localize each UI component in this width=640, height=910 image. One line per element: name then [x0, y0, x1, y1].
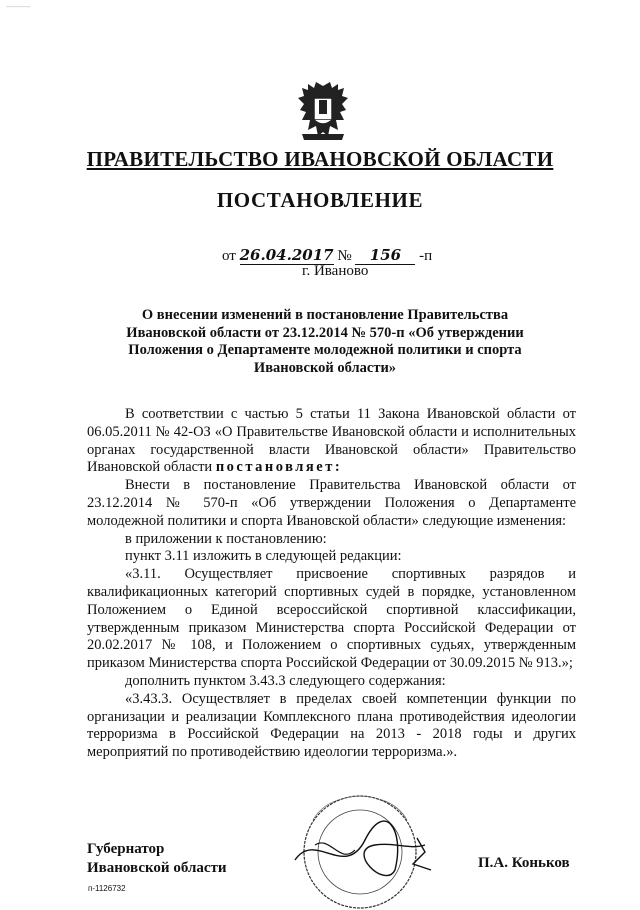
- handwritten-number: 156: [355, 246, 415, 265]
- body-paragraph: «3.43.3. Осуществляет в пределах своей компетенции функции по организации и реализации Комплексного плана противодействия идеологии терроризма в Российской Федерации на 2013 - 2018 годы и других мероприятий по противодействию идеологии терроризма.».: [87, 690, 576, 761]
- number-suffix: -п: [419, 248, 433, 264]
- body-paragraph: Внести в постановление Правительства Ивановской области от 23.12.2014 № 570-п «Об утверждении Положения о Департаменте молодежной политики и спорта Ивановской области» следующие изменения:: [87, 477, 576, 529]
- position-line-1: Губернатор: [87, 841, 165, 857]
- body-paragraph: в приложении к постановлению:: [125, 530, 327, 547]
- coat-of-arms-emblem: [292, 80, 354, 146]
- paragraph-text: В соответствии с частью 5 статьи 11 Закона Ивановской области от 06.05.2011 № 42-ОЗ «О Правительстве Ивановской области и исполнительных органах государственной власти Ивановской области» Правительство Ивановской области: [87, 406, 576, 476]
- city-line: г. Иваново: [302, 263, 369, 279]
- document-code: п-1126732: [88, 884, 126, 893]
- official-stamp-seal: [285, 790, 435, 910]
- body-paragraph: дополнить пунктом 3.43.3 следующего содержания:: [125, 672, 446, 689]
- handwritten-date: 26.04.2017: [239, 246, 334, 264]
- number-prefix: №: [337, 248, 352, 264]
- document-subject: О внесении изменений в постановление Правительства Ивановской области от 23.12.2014 № 570-п «Об утверждении Положения о Департаменте молодежной политики и спорта Ивановской области»: [126, 307, 524, 376]
- body-paragraph: [87, 406, 576, 477]
- body-paragraph: «3.11. Осуществляет присвоение спортивных разрядов и квалификационных категорий спортивных судей в порядке, установленном Положением о Единой всероссийской спортивной классификации, утвержденным приказом Министерства спорта Российской Федерации от 20.02.2017 № 108, и Положением о спортивных судьях, утвержденным приказом Министерства спорта Российской Федерации от 30.09.2015 № 913.»;: [87, 566, 576, 672]
- government-title: ПРАВИТЕЛЬСТВО ИВАНОВСКОЙ ОБЛАСТИ: [86, 147, 554, 171]
- signatory-position: [87, 840, 227, 878]
- signatory-name: П.А. Коньков: [478, 855, 570, 871]
- body-paragraph: пункт 3.11 изложить в следующей редакции:: [125, 548, 402, 565]
- position-line-2: Ивановской области: [87, 860, 227, 876]
- scan-mark: ———: [6, 2, 30, 11]
- resolution-keyword: постановляет:: [215, 459, 343, 476]
- document-type-heading: ПОСТАНОВЛЕНИЕ: [216, 188, 424, 212]
- document-body: [87, 406, 576, 762]
- date-prefix: от: [222, 248, 236, 264]
